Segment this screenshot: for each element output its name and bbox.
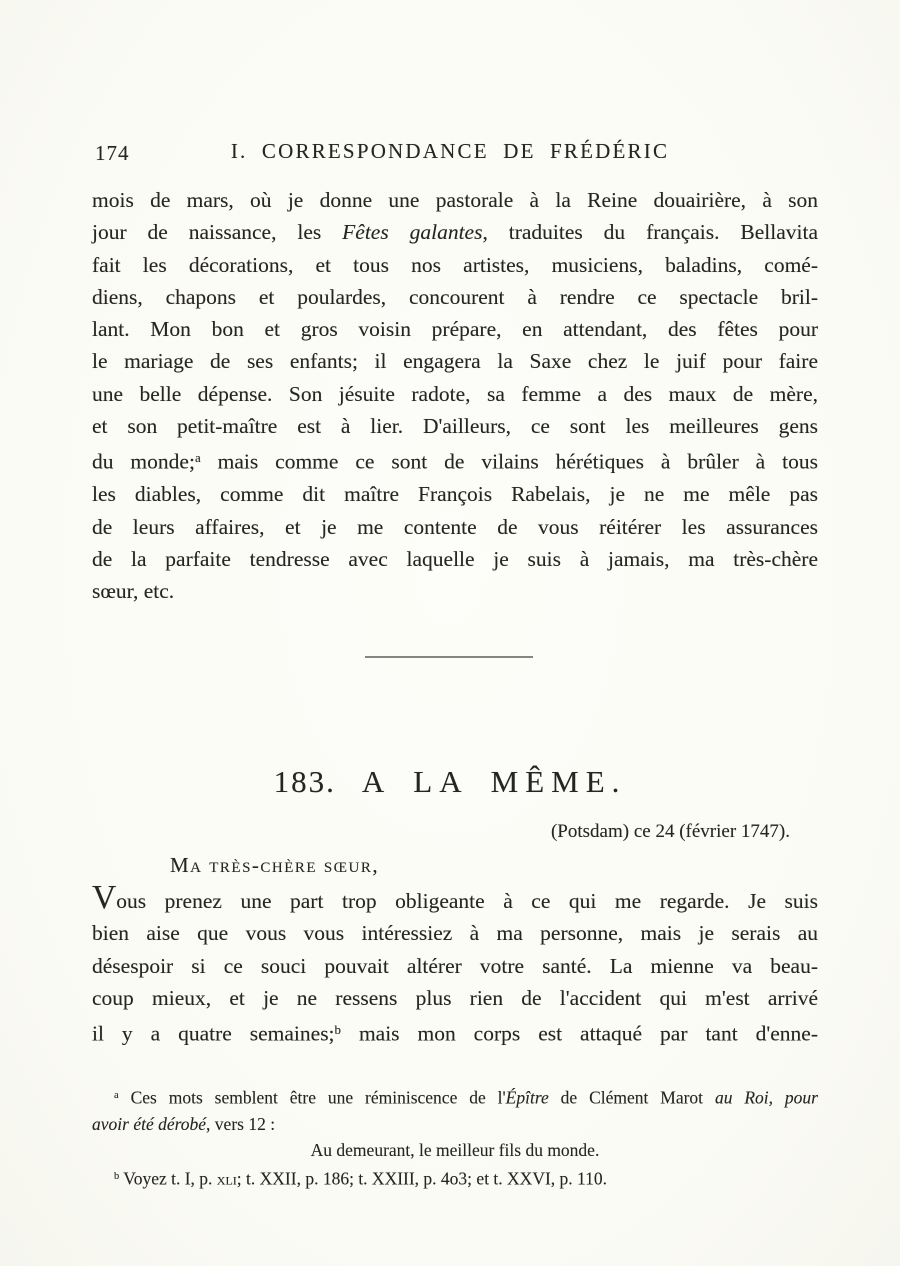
text-segment: Épître [505, 1087, 549, 1108]
salutation: Ma très-chère sœur, [170, 853, 380, 877]
text-line [92, 216, 818, 248]
text-segment: du monde; [92, 450, 195, 475]
footnotes-block [92, 1083, 818, 1192]
letter-title: A LA MÊME. [361, 764, 627, 799]
text-segment: coup mieux, et je ne ressens plus rien de l'accident qui m'est arrivé [92, 985, 818, 1010]
footnote-marker: a [114, 1090, 119, 1101]
text-segment: et son petit-maître est à lier. D'ailleurs, ce sont les meilleures gens [92, 414, 818, 439]
text-line [92, 442, 818, 478]
text-line [92, 511, 818, 543]
text-line [92, 410, 818, 442]
text-line [92, 917, 818, 949]
footnote-b [92, 1164, 818, 1192]
letter-number: 183. [273, 764, 336, 799]
text-line [92, 478, 818, 510]
letter-heading [0, 764, 900, 800]
text-segment: désespoir si ce souci pouvait altérer votre santé. La mienne va beau- [92, 953, 818, 978]
text-segment: le mariage de ses enfants; il engagera la Saxe chez le juif pour faire [92, 349, 818, 374]
text-segment: , vers 12 : [206, 1113, 276, 1134]
text-segment: xli [216, 1168, 237, 1189]
text-line [92, 1083, 818, 1111]
text-segment: une belle dépense. Son jésuite radote, sa femme a des maux de mère, [92, 381, 818, 406]
text-line [92, 1111, 818, 1138]
text-line [92, 345, 818, 377]
text-line [92, 281, 818, 313]
text-segment: lant. Mon bon et gros voisin prépare, en attendant, des fêtes pour [92, 317, 818, 342]
text-segment: de la parfaite tendresse avec laquelle je suis à jamais, ma très-chère [92, 546, 818, 571]
text-line [92, 982, 818, 1014]
text-line [92, 378, 818, 410]
text-segment: Voyez t. I, p. [119, 1168, 217, 1189]
footnote-a [92, 1083, 818, 1137]
page-number: 174 [95, 141, 130, 165]
section-divider-rule [365, 656, 533, 658]
text-line [92, 313, 818, 345]
running-title: I. CORRESPONDANCE DE FRÉDÉRIC [230, 139, 670, 163]
text-line [92, 543, 818, 575]
text-line [92, 1164, 818, 1192]
text-segment: de Clément Marot [548, 1087, 715, 1108]
text-segment: Fêtes galantes [342, 220, 483, 245]
text-segment: , traduites du français. Bellavita [482, 220, 819, 245]
text-line [92, 950, 818, 982]
text-segment: il y a quatre semaines; [92, 1021, 335, 1046]
dateline: (Potsdam) ce 24 (février 1747). [550, 821, 790, 842]
text-segment: jour de naissance, les [92, 220, 343, 245]
text-segment: sœur, etc. [92, 579, 175, 604]
text-segment: diens, chapons et poulardes, concourent à rendre ce spectacle bril- [92, 284, 818, 309]
letter-182-continuation-paragraph [92, 184, 818, 608]
letter-183-body-paragraph [92, 879, 819, 1050]
text-line [92, 249, 818, 281]
text-segment: ; t. XXII, p. 186; t. XXIII, p. 4o3; et t. XXVI, p. 110. [236, 1168, 608, 1189]
text-segment: bien aise que vous vous intéressiez à ma personne, mais je serais au [92, 921, 818, 946]
text-line [92, 879, 818, 917]
footnote-marker: a [194, 451, 201, 466]
running-header [0, 139, 900, 167]
footnote-marker: b [114, 1170, 120, 1182]
footnote-marker: b [334, 1023, 341, 1038]
text-segment: de leurs affaires, et je me contente de vous réitérer les assurances [92, 514, 818, 539]
text-segment: avoir été dérobé [92, 1113, 207, 1134]
text-segment: mais comme ce sont de vilains hérétiques à brûler à tous [200, 450, 818, 475]
text-segment: au Roi, pour [714, 1087, 818, 1108]
text-segment: Ces mots semblent être une réminiscence de l' [118, 1087, 506, 1108]
text-segment: mois de mars, où je donne une pastorale à la Reine douairière, à son [92, 188, 818, 212]
text-segment: mais mon corps est attaqué par tant d'enne- [341, 1021, 819, 1046]
text-segment: V [92, 879, 117, 916]
footnote-verse-quote: Au demeurant, le meilleur fils du monde. [310, 1140, 600, 1161]
text-segment: les diables, comme dit maître François Rabelais, je ne me mêle pas [92, 482, 818, 507]
text-line [92, 1014, 818, 1050]
text-line [92, 184, 818, 216]
text-line [92, 575, 818, 607]
text-segment: fait les décorations, et tous nos artistes, musiciens, baladins, comé- [92, 252, 818, 277]
text-segment: ous prenez une part trop obligeante à ce qui me regarde. Je suis [116, 889, 818, 913]
